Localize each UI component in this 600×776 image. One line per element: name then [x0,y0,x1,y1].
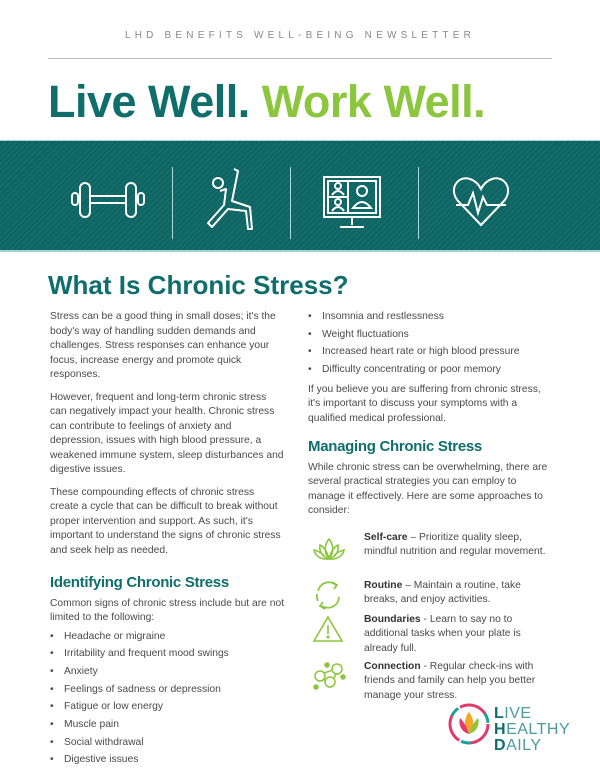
strategy-text: Prioritize quality sleep, mindful nutrition and regular movement. [364,531,546,558]
logo-wordmark [494,706,570,754]
cycle-arrows-icon [312,579,344,611]
subheading-managing: Managing Chronic Stress [308,438,482,456]
separator [290,167,291,239]
strategy-title: Routine [364,579,403,591]
list-item: • Insomnia and restlessness [308,310,553,325]
paragraph: Stress can be a good thing in small doses; it's the body's way of handling sudden demands and challenges. Stress responses can enhance your focus, increase energy and promote quick responses. [50,311,276,380]
paragraph: These compounding effects of chronic stress create a cycle that can be difficult to break without proper intervention and support. As such, it's important to understand the signs of chronic stress and seek help as needed. [50,486,281,556]
heart-rate-icon [452,175,510,229]
video-call-icon [322,175,382,231]
divider [48,58,552,59]
section-heading: What Is Chronic Stress? [48,270,349,300]
list-item: • Headache or migraine [50,630,285,645]
strategy-text: Maintain a routine, take breaks, and enjoy activities. [364,579,521,606]
left-column [50,310,285,771]
signs-list [50,630,285,768]
logo-line2: HEALTHY [494,721,571,738]
paragraph: While chronic stress can be overwhelming, there are several practical strategies you can employ to manage it effectively. Here are some approaches to consider: [308,461,548,517]
strategy-title: Self-care [364,531,408,543]
separator-text: – [402,579,414,591]
separator-text: - [420,613,430,625]
logo-line3: DAILY [494,737,542,754]
list-item: • Anxiety [50,665,285,680]
warning-icon [312,615,344,643]
list-item: • Digestive issues [50,753,285,768]
separator-text: – [407,531,419,543]
list-item: • Irritability and frequent mood swings [50,647,285,662]
paragraph: Common signs of chronic stress include but are not limited to the following: [50,597,285,623]
logo-line1: LIVE [494,705,532,722]
subheading-identifying: Identifying Chronic Stress [50,574,229,591]
lotus-logo-icon [448,702,490,746]
dumbbell-icon [70,179,146,221]
signs-list-continued [308,310,553,378]
strategy-text: Regular check-ins with friends and family can help you better manage your stress. [364,660,536,701]
right-column [308,310,553,701]
list-item: • Difficulty concentrating or poor memory [308,363,553,378]
separator [418,167,419,239]
icon-banner [0,140,600,252]
strategy-title: Boundaries [364,613,421,625]
yoga-icon [206,167,256,237]
live-healthy-daily-logo [448,702,571,754]
newsletter-kicker: LHD BENEFITS WELL-BEING NEWSLETTER [124,30,476,41]
paragraph: However, frequent and long-term chronic stress can negatively impact your health. Chronic stress can contribute to feelings of anxiety and depression, issues with high blood pressure, a weakened immune system, sleep disturbances and digestive issues. [50,391,284,475]
title-part1: Live Well. [48,76,250,127]
page-title [48,76,485,128]
paragraph: If you believe you are suffering from chronic stress, it's important to discuss your symptoms with a qualified medical professional. [308,383,541,424]
separator-text: - [420,660,430,672]
list-item: • Increased heart rate or high blood pressure [308,345,553,360]
list-item: • Fatigue or low energy [50,700,285,715]
strategy-title: Connection [364,660,421,672]
title-part2: Work Well. [261,76,486,127]
strategy-text: Learn to say no to additional tasks when your plate is already full. [364,613,521,654]
list-item: • Social withdrawal [50,736,285,751]
list-item: • Muscle pain [50,718,285,733]
lotus-icon [312,535,346,565]
network-people-icon [312,662,346,692]
list-item: • Weight fluctuations [308,328,553,343]
list-item: • Feelings of sadness or depression [50,683,285,698]
separator [172,167,173,239]
